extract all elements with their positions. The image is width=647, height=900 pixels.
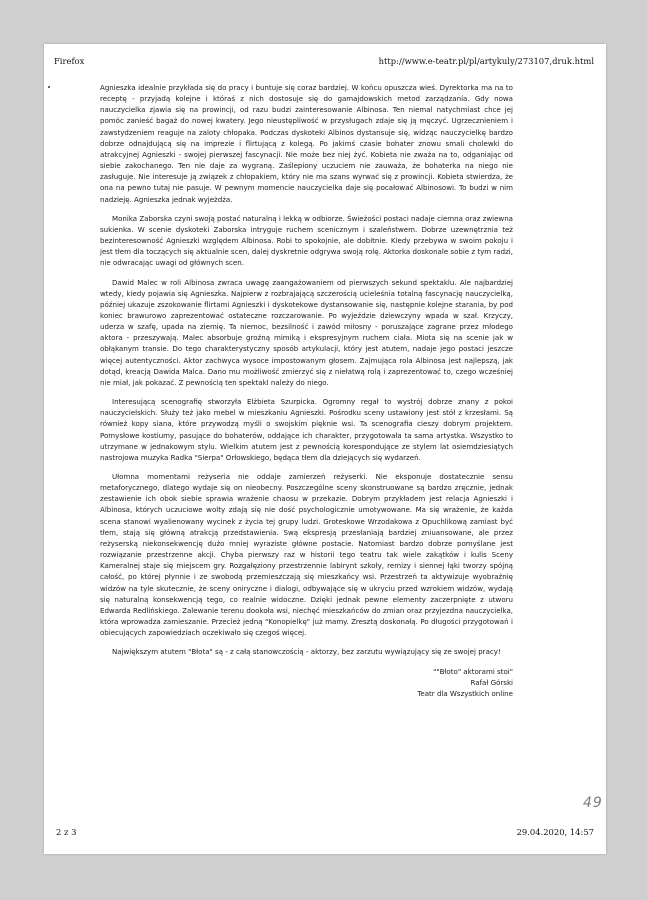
paragraph-2: Monika Zaborska czyni swoją postać naturalną i lekką w odbiorze. Świeżości postaci nadaje ciemna oraz zwiewna sukienka. W scenie dyskoteki Zaborska intryguje ruchem scenicznym i szaleństwem. Dobrze uzewnętrznia też bezinteresowność Agnieszki względem Albinosa. Robi to spokojnie, ale dobitnie. Kiedy przebywa w swoim pokoju i jest tłem dla toczących się aktualnie scen, dalej dyskretnie odgrywa swoją rolę. Aktorka doskonale sobie z tym radzi, nie odwracając uwagi od głównych scen. [100,213,513,268]
browser-name: Firefox [54,56,85,66]
article-title: ""Błoto" aktorami stoi" [433,666,513,676]
article-author: Rafał Górski [470,677,513,687]
paragraph-5: Ułomna momentami reżyseria nie oddaje zamierzeń reżyserki. Nie eksponuje dostatecznie sensu metaforycznego, dlatego wydaje się on nieobecny. Poszczególne sceny skonstruowane są bardzo zręcznie, jednak zestawienie ich obok siebie sprawia wrażenie chaosu w przekazie. Dobrym przykładem jest relacja Agnieszki i Albinosa, których uczuciowe wolty zdają się nie dość psychologicznie umotywowane. Ma się wrażenie, że każda scena stanowi wyalienowany wycinek z życia tej grupy ludzi. Groteskowe Wrzodakowa z Opuchlikową zamiast być tłem, stają się główną atrakcją przedstawienia. Swą ekspresją przesłaniają bardziej zniuansowane, ale przez reżyserską niekonsekwencję dużo mniej wyraziste główne postacie. Natomiast bardzo dobrze pomyślane jest rozwiązanie przestrzenne akcji. Chyba pierwszy raz w historii tego teatru tak wiele zakątków i kulis Sceny Kameralnej staje się miejscem gry. Rozgałęziony przestrzennie labirynt szkoły, remizy i siennej łąki tworzy spójną całość, po której płynnie i ze swobodą przemieszczają się mieszkańcy wsi. Przestrzeń ta aktywizuje wyobraźnię widzów na tyle skutecznie, że sceny oniryczne i dialogi, odbywające się w ukryciu przed wzrokiem widzów, wydają się naturalną konsekwencją tego, co realnie widoczne. Dzięki jednak pewne elementy zaczerpnięte z utworu Edwarda Redlińskiego. Zalewanie terenu dookoła wsi, niechęć mieszkańców do zmian oraz przyjezdna nauczycielka, która wprowadza zamieszanie. Przecież jedną "Konopielkę" już mamy. Zresztą doskonałą. Po długości przygotowań i obiecujących zapowiedziach oczekiwało się czegoś więcej. [100,472,513,638]
paragraph-4: Interesującą scenografię stworzyła Elżbieta Szurpicka. Ogromny regał to wystrój dobrze znany z pokoi nauczycielskich. Służy też jako mebel w mieszkaniu Agnieszki. Pośrodku sceny ustawiony jest stół z krzesłami. Są również kopy siana, które przywodzą myśli o swojskim pięknie wsi. Ta scenografia cieszy dobrym projektem. Pomysłowe kostiumy, pasujące do bohaterów, oddające ich charakter, przygotowała ta sama artystka. Wszystko to utrzymane w jednakowym stylu. Wielkim atutem jest z pewnością korespondujące ze stylem lat osiemdziesiątych nastrojowa muzyka Radka "Sierpa" Orłowskiego, będąca tłem dla dziejących się wydarzeń. [100,397,513,462]
article-source: Teatr dla Wszystkich online [417,688,513,698]
page-url: http://www.e-teatr.pl/pl/artykuly/273107,druk.html [378,56,594,66]
paragraph-1: Agnieszka idealnie przykłada się do pracy i buntuje się coraz bardziej. W końcu opuszcza wieś. Dyrektorka ma na to receptę - przyjadą kolejne i któraś z nich dostosuje się do gamajdowskich metod zarządzania. Gdy nowa nauczycielka zjawia się na prowincji, od razu budzi zainteresowanie Albinosa. Ten niemal natychmiast chce jej pomóc zanieść bagaż do nowej kwatery. Jego nieustępliwość w przysługach zdaje się ją męczyć. Ugrzecznieniem i zawstydzeniem reaguje na zaloty chłopaka. Podczas dyskoteki Albinos dystansuje się, widząc nauczycielkę bardzo dobrze odnajdującą się na imprezie i flirtującą z kolegą. Po jakimś czasie bohater znowu smali cholewki do atrakcyjnej Agnieszki - swojej pierwszej fascynacji. Nie może bez niej żyć. Kobieta nie zważa na to, odganiając od siebie zakochanego. Ten nie daje za wygraną. Zaślepiony uczuciem nie zauważa, że bohaterka na niego nie zasługuje. Nie interesuje ją związek z chłopakiem, który nie ma szans wyrwać się z prowincji. Kobieta stwierdza, że ona na pewno tutaj nie pasuje. W pewnym momencie nauczycielka daje się pocałować Albinosowi. To budzi w nim nadzieję. Agnieszka jednak wyjeżdża. [100,83,513,204]
paragraph-6: Największym atutem "Błota" są - z całą stanowczością - aktorzy, bez zarzutu wywiązujący się ze swojej pracy! [112,647,501,657]
print-datetime: 29.04.2020, 14:57 [516,827,594,837]
article-body [100,82,513,699]
page-count: 2 z 3 [56,827,77,837]
paragraph-3: Dawid Malec w roli Albinosa zwraca uwagę zaangażowaniem od pierwszych sekund spektaklu. Ale najbardziej wtedy, kiedy pojawia się Agnieszka. Najpierw z rozbrajającą szczerością ucieleśnia totalną fascynację nauczycielką, później ukazuje zszokowanie flirtami Agnieszki i dyskotekowe dystansowanie się, następnie kolejne starania, by pod koniec brawurowo zaprezentować ostateczne rozczarowanie. Po wyjeździe dziewczyny wpada w szał. Krzyczy, uderza w szafę, upada na ziemię. Ta niemoc, bezsilność i zawód miłosny - poruszające zagrane przez młodego aktora - przeszywają. Malec absorbuje groźną mimiką i ekspresyjnym ruchem ciała. Miota się na scenie jak w obłąkanym transie. Do tego charakterystyczny sposób artykulacji, który jest atutem, nadaje jego postaci jeszcze więcej autentyczności. Aktor zachwyca wysoce impostowanym głosem. Zajmująca rola Albinosa jest najlepszą, jak dotąd, kreacją Dawida Malca. Dano mu możliwość zmierzyć się z niełatwą rolą i zaprezentować to, czego wcześniej nie miał, jak pokazać. Z pewnością ten spektakl należy do niego. [100,277,513,387]
handwritten-page-number: 49 [583,795,603,811]
bullet-mark [48,86,50,88]
document-page [44,44,606,854]
signature-block [100,666,513,699]
